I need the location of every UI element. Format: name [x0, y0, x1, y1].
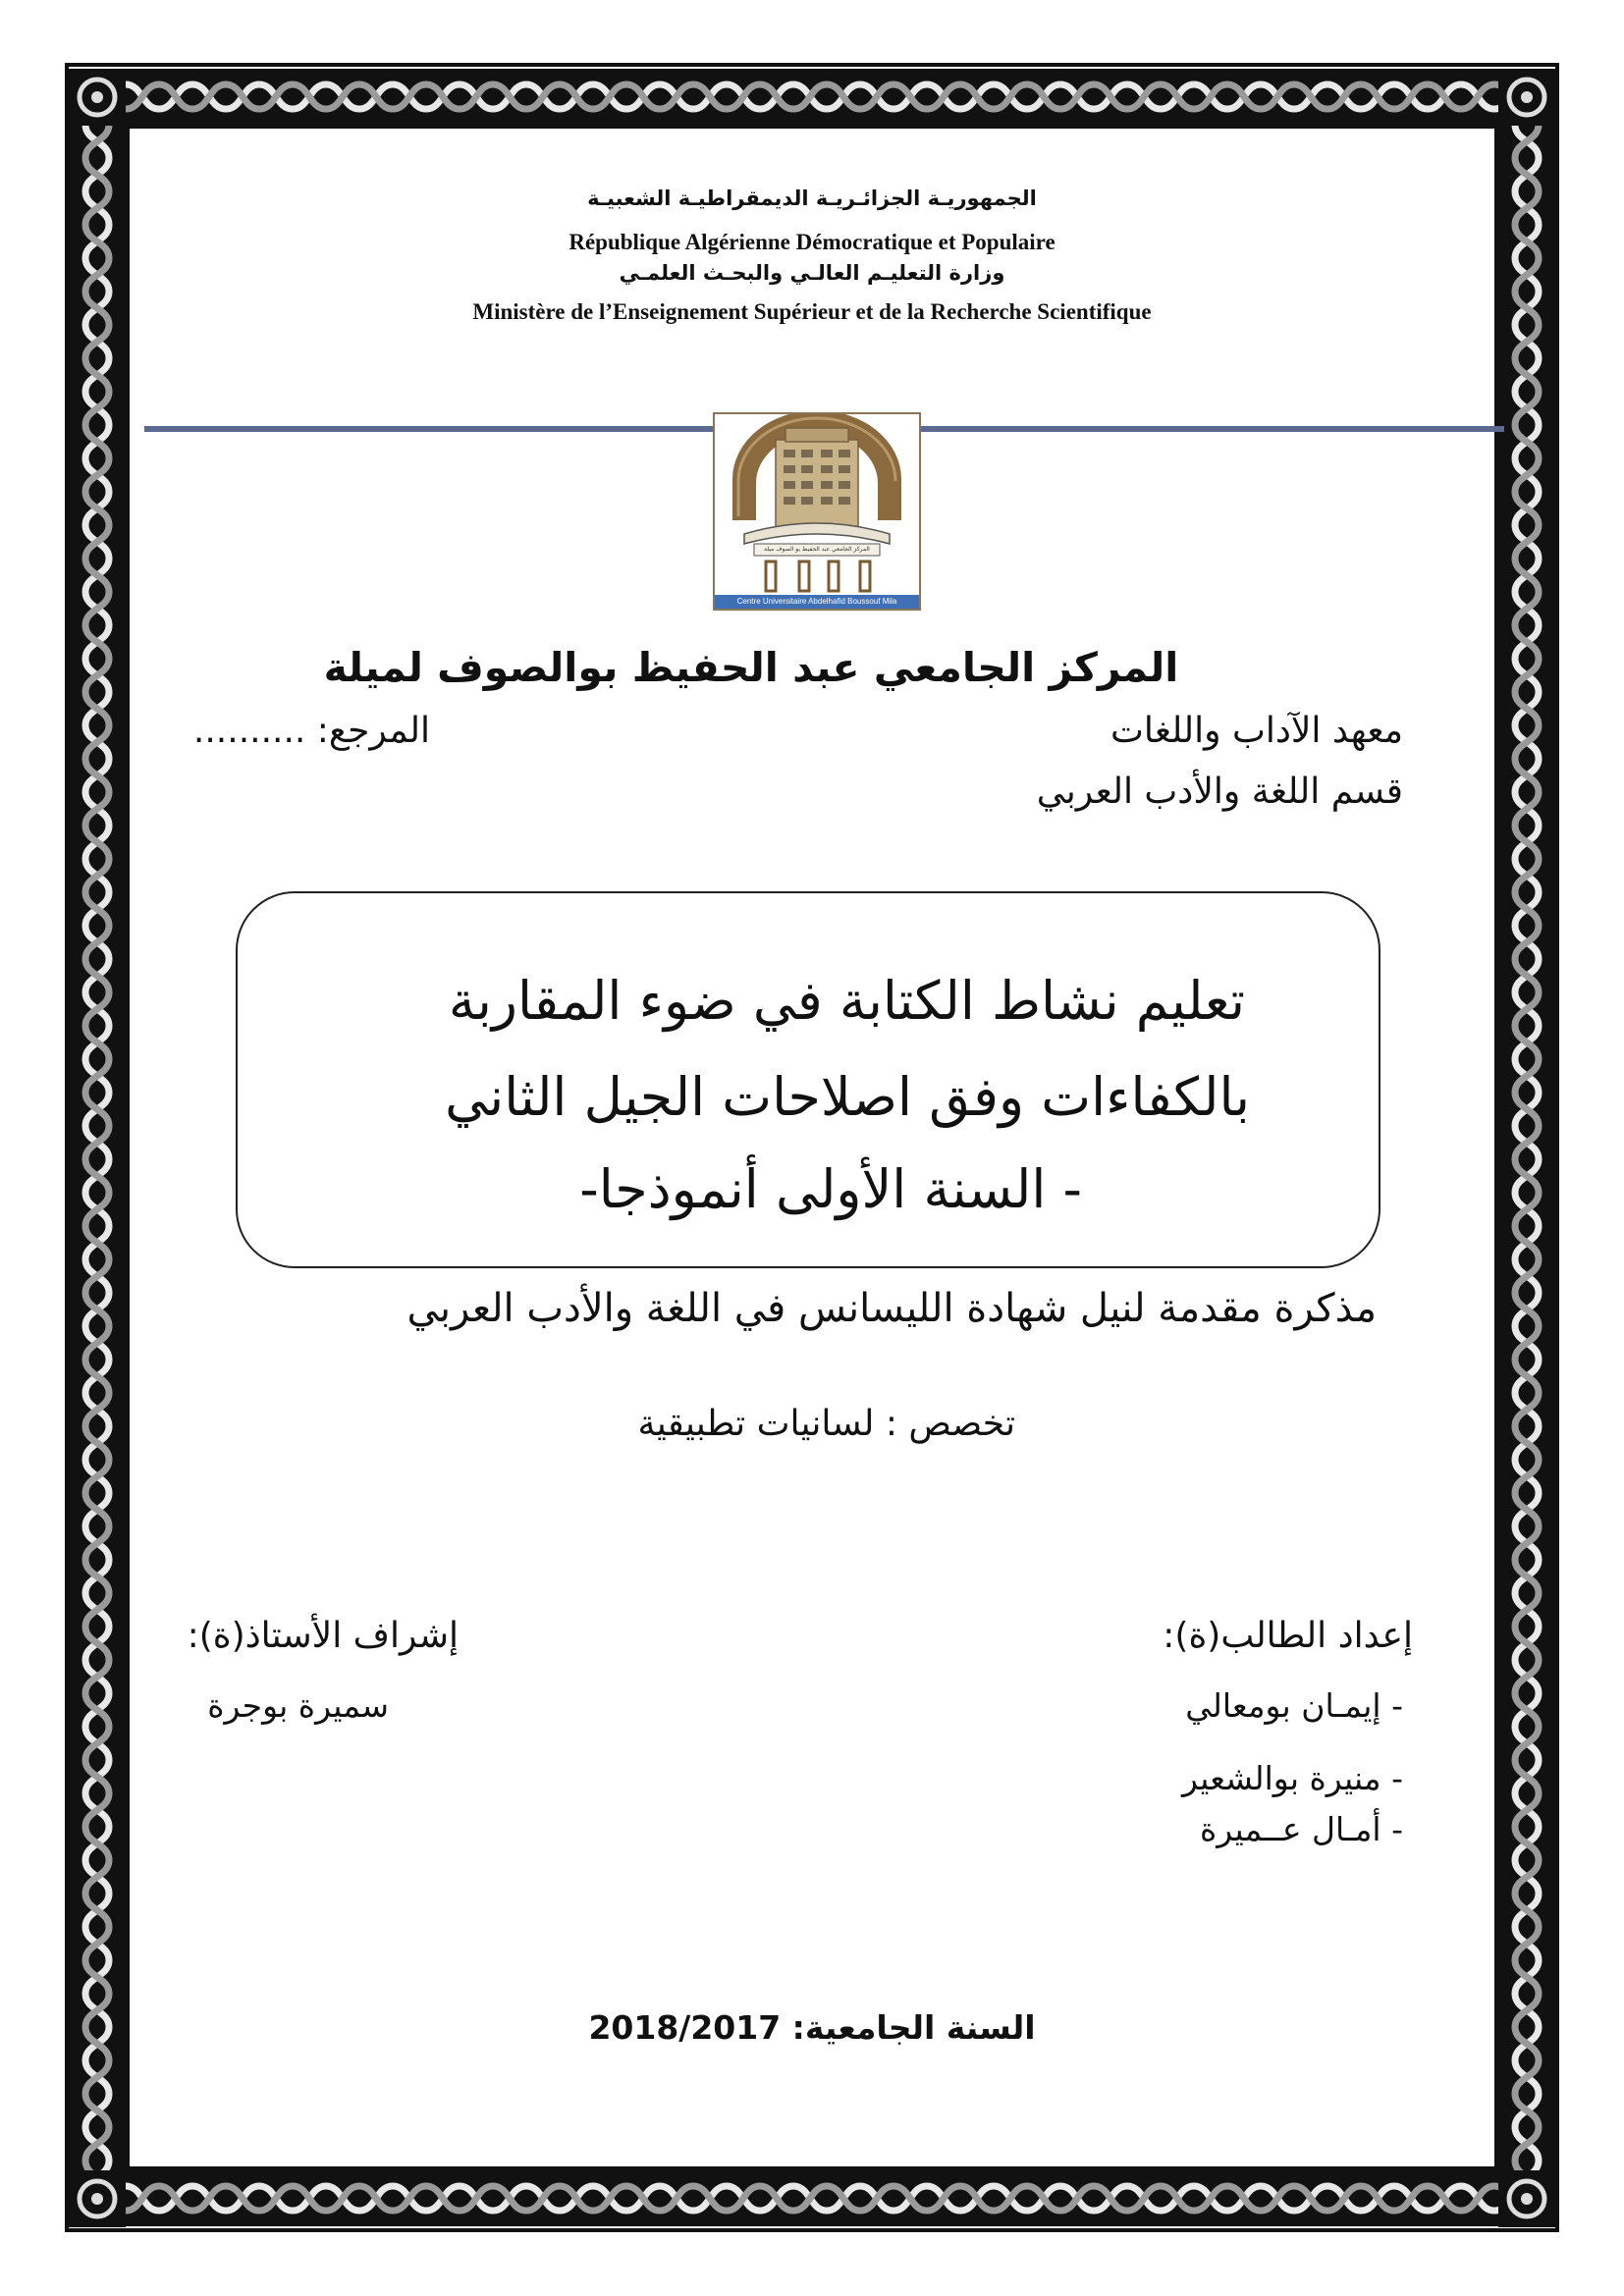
academic-year: السنة الجامعية: 2018/2017 — [588, 2008, 1036, 2047]
institute-name: معهد الآداب واللغات — [1110, 711, 1403, 751]
student-3: - أمـال عــميرة — [1200, 1810, 1403, 1848]
supervisor-name: سميرة بوجرة — [207, 1686, 389, 1725]
logo-caption: Centre Universitaire Abdelhafid Boussouf Mila — [736, 597, 897, 606]
title-line-2: بالكفاءات وفق اصلاحات الجيل الثاني — [445, 1066, 1250, 1128]
student-2: - منيرة بوالشعير — [1182, 1759, 1403, 1797]
students-label: إعداد الطالب(ة): — [1163, 1616, 1413, 1656]
logo-banner-text: المركز الجامعي عبد الحفيظ بو الصوف ميلة — [764, 546, 870, 553]
student-1: - إيمـان بومعالي — [1185, 1686, 1403, 1725]
title-line-3: - السنة الأولى أنموذجا- — [579, 1158, 1082, 1220]
supervisor-label: إشراف الأستاذ(ة): — [187, 1616, 459, 1656]
university-building-image — [715, 414, 919, 609]
department-name: قسم اللغة والأدب العربي — [1036, 772, 1403, 812]
title-line-1: تعليم نشاط الكتابة في ضوء المقاربة — [448, 970, 1245, 1032]
ministry-french: Ministère de l’Enseignement Supérieur et de la Recherche Scientifique — [472, 299, 1152, 324]
center-name: المركز الجامعي عبد الحفيظ بوالصوف لميلة — [323, 644, 1179, 691]
republic-french: République Algérienne Démocratique et Populaire — [568, 230, 1056, 254]
degree-statement: مذكرة مقدمة لنيل شهادة الليسانس في اللغة والأدب العربي — [406, 1286, 1377, 1331]
specialty: تخصص : لسانيات تطبيقية — [637, 1404, 1015, 1444]
ministry-arabic: وزارة التعليـم العالـي والبحـث العلمـي — [619, 261, 1005, 285]
republic-arabic: الجمهوريـة الجزائـريـة الديمقراطيـة الشعبيـة — [587, 187, 1037, 210]
reference-field: المرجع: .......... — [192, 711, 430, 751]
university-logo — [713, 412, 921, 611]
